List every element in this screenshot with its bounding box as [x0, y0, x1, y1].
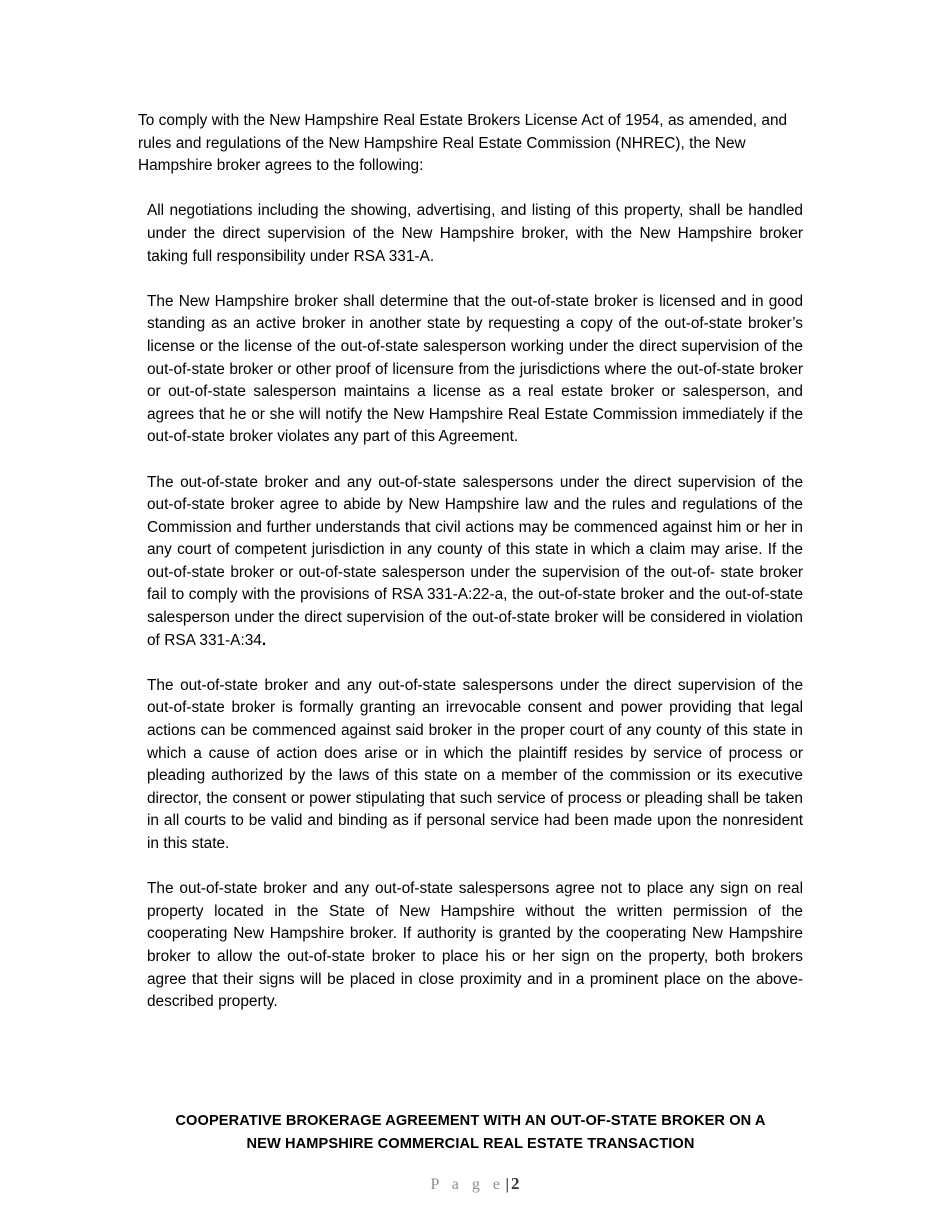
- page-label: P a g e: [430, 1176, 505, 1193]
- paragraph-abide-by-law-text: The out-of-state broker and any out-of-state salespersons under the direct supervision of the out-of-state broker agree to abide by New Hampshire law and the rules and regulations of the Commission and further understands that civil actions may be commenced against him or her in any court of competent jurisdiction in any county of this state in which a claim may arise. If the out-of-state broker or out-of-state salesperson under the supervision of the out-of- state broker fail to comply with the provisions of RSA 331-A:22-a, the out-of-state broker and the out-of-state salesperson under the direct supervision of the out-of-state broker will be considered in violation of RSA 331-A:34: [147, 473, 803, 649]
- page-footer-separator: |: [505, 1176, 510, 1193]
- paragraph-irrevocable-consent: The out-of-state broker and any out-of-state salespersons under the direct supervision of the out-of-state broker is formally granting an irrevocable consent and power providing that legal actions can be commenced against said broker in the proper court of any county of this state in which a cause of action does arise or in which the plaintiff resides by service of process or pleading authorized by the laws of this state on a member of the commission or its executive director, the consent or power stipulating that such service of process or pleading shall be taken in all courts to be valid and binding as if personal service had been made upon the nonresident in this state.: [147, 676, 803, 852]
- paragraph-abide-by-law-trailing-period: .: [261, 631, 267, 649]
- footer-heading: [138, 1110, 803, 1155]
- paragraph-intro: To comply with the New Hampshire Real Estate Brokers License Act of 1954, as amended, and rules and regulations of the New Hampshire Real Estate Commission (NHREC), the New Hampshire broker agrees to the following:: [138, 112, 788, 175]
- paragraph-abide-by-law: [147, 472, 803, 653]
- footer-heading-line-2: NEW HAMPSHIRE COMMERCIAL REAL ESTATE TRANSACTION: [246, 1135, 695, 1152]
- footer-heading-line-1: COOPERATIVE BROKERAGE AGREEMENT WITH AN OUT-OF-STATE BROKER ON A: [175, 1113, 766, 1129]
- paragraph-spacer: [138, 856, 803, 879]
- paragraph-spacer: [138, 652, 803, 675]
- paragraph-spacer: [138, 178, 803, 201]
- document-body: [138, 110, 803, 1014]
- paragraph-spacer: [138, 268, 803, 291]
- paragraph-spacer: [138, 449, 803, 472]
- paragraph-licensure-verification: The New Hampshire broker shall determine that the out-of-state broker is licensed and in good standing as an active broker in another state by requesting a copy of the out-of-state broker’s license or the license of the out-of-state salesperson working under the direct supervision of the out-of-state broker or other proof of licensure from the jurisdictions where the out-of-state broker or out-of-state salesperson maintains a license as a real estate broker or salesperson, and agrees that he or she will notify the New Hampshire Real Estate Commission immediately if the out-of-state broker violates any part of this Agreement.: [147, 292, 803, 446]
- page-number-footer: [0, 1174, 950, 1195]
- page-number: 2: [511, 1174, 520, 1193]
- paragraph-signage: The out-of-state broker and any out-of-state salespersons agree not to place any sign on real property located in the State of New Hampshire without the written permission of the cooperating New Hampshire broker. If authority is granted by the cooperating New Hampshire broker to allow the out-of-state broker to place his or her sign on the property, both brokers agree that their signs will be placed in close proximity and in a prominent place on the above-described property.: [147, 880, 803, 1011]
- paragraph-negotiations: All negotiations including the showing, advertising, and listing of this property, shall be handled under the direct supervision of the New Hampshire broker, with the New Hampshire broker taking full responsibility under RSA 331-A.: [147, 202, 803, 265]
